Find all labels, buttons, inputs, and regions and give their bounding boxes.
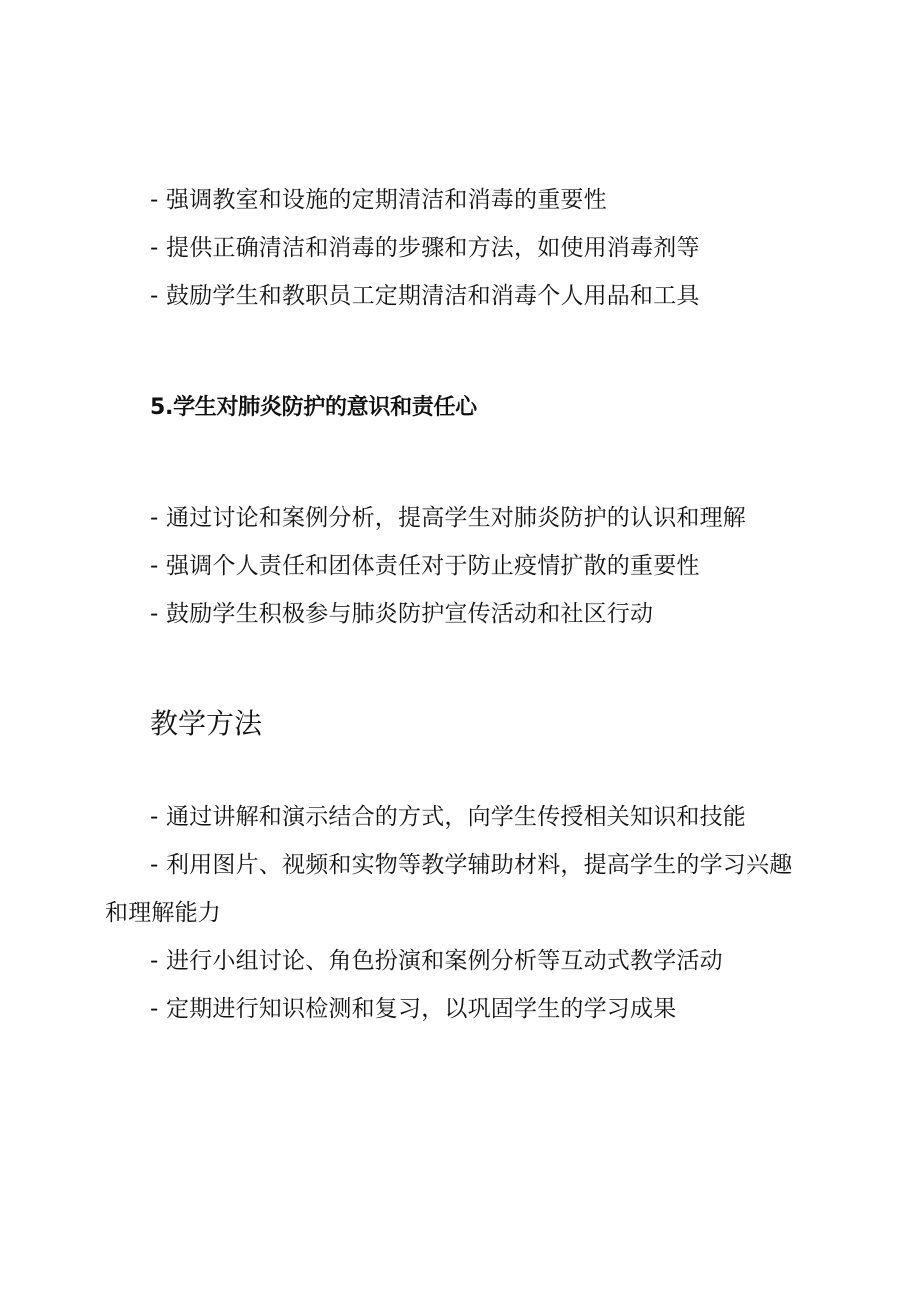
list-item: - 鼓励学生积极参与肺炎防护宣传活动和社区行动 [150,601,654,627]
list-item: - 利用图片、视频和实物等教学辅助材料，提高学生的学习兴趣 [150,852,793,878]
list-item-continuation: 和理解能力 [105,900,221,926]
list-item: - 鼓励学生和教职员工定期清洁和消毒个人用品和工具 [150,283,700,309]
list-item: - 进行小组讨论、角色扮演和案例分析等互动式教学活动 [150,948,723,974]
list-item: - 通过讲解和演示结合的方式，向学生传授相关知识和技能 [150,804,747,830]
list-item: - 提供正确清洁和消毒的步骤和方法，如使用消毒剂等 [150,235,700,261]
list-item: - 强调个人责任和团体责任对于防止疫情扩散的重要性 [150,553,700,579]
list-item: - 强调教室和设施的定期清洁和消毒的重要性 [150,187,607,213]
list-item: - 通过讨论和案例分析，提高学生对肺炎防护的认识和理解 [150,505,747,531]
list-item: - 定期进行知识检测和复习，以巩固学生的学习成果 [150,996,677,1022]
page-heading: 教学方法 [150,707,263,740]
section-heading: 5.学生对肺炎防护的意识和责任心 [150,395,477,420]
